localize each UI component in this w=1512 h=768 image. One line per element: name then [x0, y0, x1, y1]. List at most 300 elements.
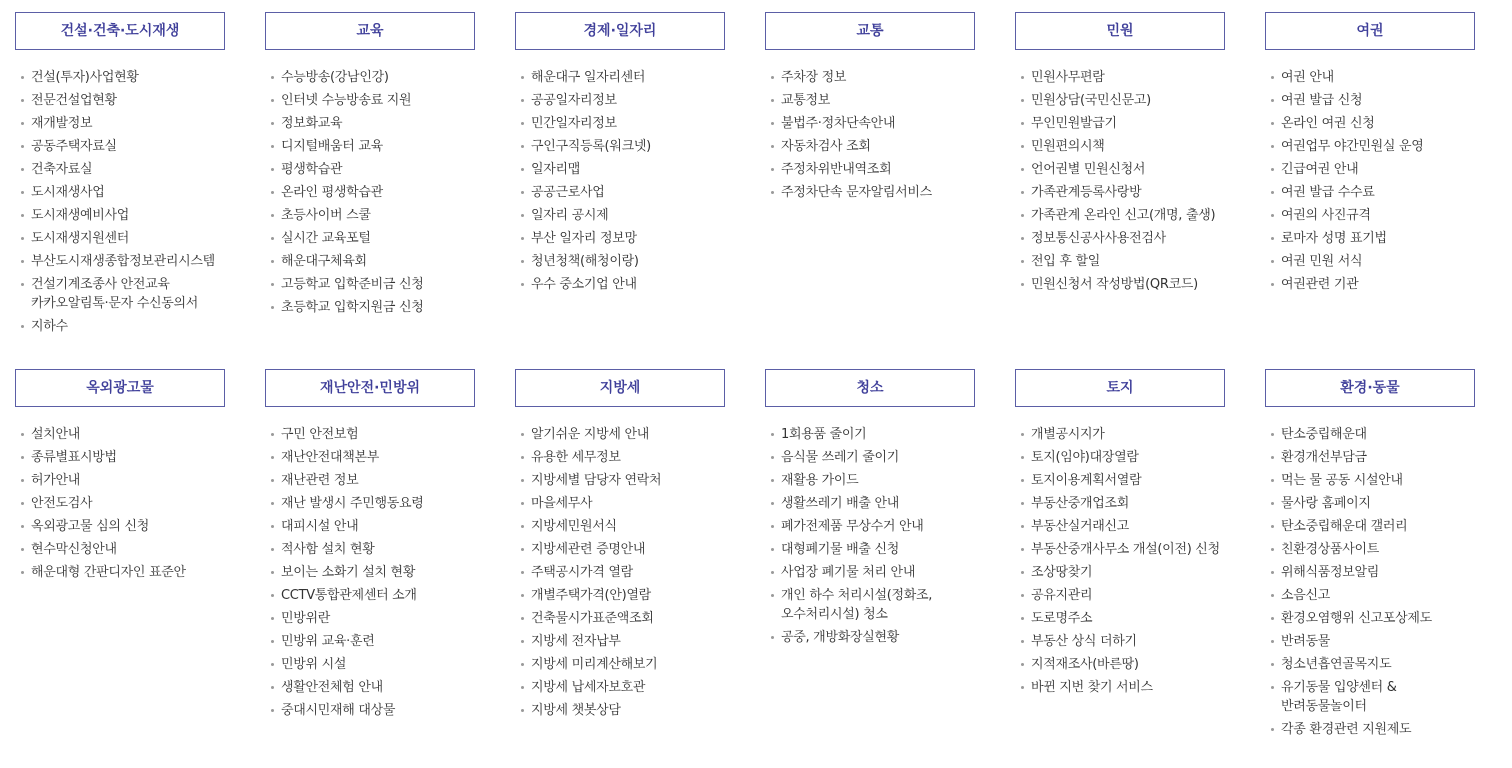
category-link[interactable]: 민원신청서 작성방법(QR코드) — [1031, 277, 1198, 292]
category-link[interactable]: 허가안내 — [31, 473, 81, 488]
bullet-dot-icon — [521, 76, 524, 79]
category-link[interactable]: 일자리 공시제 — [531, 208, 609, 223]
category-link[interactable]: 지방세 납세자보호관 — [531, 680, 646, 695]
bullet-dot-icon — [1021, 663, 1024, 666]
category-construction — [15, 12, 225, 340]
bullet-dot-icon — [521, 122, 524, 125]
category-link[interactable]: 소음신고 — [1281, 588, 1331, 603]
category-link[interactable]: 여권 발급 수수료 — [1281, 185, 1375, 200]
category-link[interactable]: 공동주택자료실 — [31, 139, 117, 154]
bullet-dot-icon — [771, 99, 774, 102]
list-item — [265, 275, 475, 294]
list-item — [515, 678, 725, 697]
list-item — [265, 517, 475, 536]
category-link[interactable]: 음식물 쓰레기 줄이기 — [781, 450, 899, 465]
category-link[interactable]: 지방세 전자납부 — [531, 634, 621, 649]
category-link[interactable]: 수능방송(강남인강) — [281, 70, 389, 85]
bullet-dot-icon — [271, 433, 274, 436]
category-link[interactable]: 로마자 성명 표기법 — [1281, 231, 1387, 246]
category-title-button[interactable]: 교육 — [265, 12, 475, 50]
category-link[interactable]: 종류별표시방법 — [31, 450, 117, 465]
list-item — [15, 229, 225, 248]
bullet-dot-icon — [521, 433, 524, 436]
bullet-dot-icon — [1021, 640, 1024, 643]
category-link[interactable]: 부동산 상식 더하기 — [1031, 634, 1137, 649]
list-item — [515, 586, 725, 605]
list-item — [15, 563, 225, 582]
category-link[interactable]: 재난관련 정보 — [281, 473, 359, 488]
category-link[interactable]: 민원편의시책 — [1031, 139, 1105, 154]
category-link[interactable]: 사업장 폐기물 처리 안내 — [781, 565, 916, 580]
bullet-dot-icon — [521, 168, 524, 171]
category-link[interactable]: 지적재조사(바른땅) — [1031, 657, 1139, 672]
category-link[interactable]: 민방위 교육·훈련 — [281, 634, 375, 649]
list-item — [1265, 229, 1475, 248]
list-item — [515, 471, 725, 490]
category-title-button[interactable]: 교통 — [765, 12, 975, 50]
bullet-dot-icon — [1021, 260, 1024, 263]
bullet-dot-icon — [771, 525, 774, 528]
list-item — [1265, 160, 1475, 179]
category-link[interactable]: 토지(임야)대장열람 — [1031, 450, 1139, 465]
category-link[interactable]: 여권 발급 신청 — [1281, 93, 1363, 108]
bullet-dot-icon — [1271, 145, 1274, 148]
bullet-dot-icon — [1021, 145, 1024, 148]
bullet-dot-icon — [771, 433, 774, 436]
list-item — [765, 91, 975, 110]
category-link[interactable]: 부산도시재생종합정보관리시스템 — [31, 254, 215, 269]
list-item — [515, 91, 725, 110]
bullet-dot-icon — [271, 168, 274, 171]
bullet-dot-icon — [521, 237, 524, 240]
category-link[interactable]: 친환경상품사이트 — [1281, 542, 1380, 557]
bullet-dot-icon — [271, 640, 274, 643]
bullet-dot-icon — [771, 145, 774, 148]
category-link[interactable]: 주차장 정보 — [781, 70, 847, 85]
category-link[interactable]: 전입 후 할일 — [1031, 254, 1100, 269]
list-item — [765, 137, 975, 156]
list-item — [1015, 114, 1225, 133]
category-title-button[interactable]: 청소 — [765, 369, 975, 407]
bullet-dot-icon — [771, 76, 774, 79]
list-item — [1015, 137, 1225, 156]
bullet-dot-icon — [1021, 214, 1024, 217]
list-item — [515, 137, 725, 156]
category-link[interactable]: 여권 안내 — [1281, 70, 1334, 85]
bullet-dot-icon — [521, 571, 524, 574]
list-item — [265, 471, 475, 490]
list-item — [515, 448, 725, 467]
category-link[interactable]: 폐가전제품 무상수거 안내 — [781, 519, 924, 534]
category-link[interactable]: 건축자료실 — [31, 162, 93, 177]
category-link[interactable]: 부동산중개업조회 — [1031, 496, 1130, 511]
bullet-dot-icon — [1271, 571, 1274, 574]
category-link[interactable]: 고등학교 입학준비금 신청 — [281, 277, 424, 292]
category-link[interactable]: 자동차검사 조회 — [781, 139, 871, 154]
category-link[interactable]: 초등학교 입학지원금 신청 — [281, 300, 424, 315]
category-link[interactable]: 재난안전대책본부 — [281, 450, 380, 465]
bullet-dot-icon — [21, 571, 24, 574]
bullet-dot-icon — [21, 283, 24, 286]
category-link[interactable]: 공중, 개방화장실현황 — [781, 630, 899, 645]
list-item — [1015, 494, 1225, 513]
bullet-dot-icon — [1271, 122, 1274, 125]
category-link[interactable]: 지방세민원서식 — [531, 519, 617, 534]
category-link[interactable]: 민방위란 — [281, 611, 331, 626]
category-link[interactable]: 건설기계조종사 안전교육 카카오알림톡·문자 수신동의서 — [31, 277, 199, 311]
bullet-dot-icon — [1021, 502, 1024, 505]
list-item — [15, 160, 225, 179]
bullet-dot-icon — [271, 479, 274, 482]
bullet-dot-icon — [521, 283, 524, 286]
bullet-dot-icon — [521, 99, 524, 102]
bullet-dot-icon — [1271, 525, 1274, 528]
list-item — [1265, 137, 1475, 156]
list-item — [1265, 91, 1475, 110]
list-item — [15, 275, 225, 313]
bullet-dot-icon — [771, 122, 774, 125]
category-link[interactable]: 반려동물 — [1281, 634, 1331, 649]
bullet-dot-icon — [771, 548, 774, 551]
bullet-dot-icon — [21, 237, 24, 240]
category-link[interactable]: 해운대형 간판디자인 표준안 — [31, 565, 186, 580]
list-item — [1265, 183, 1475, 202]
list-item — [515, 114, 725, 133]
bullet-dot-icon — [271, 283, 274, 286]
list-item — [1015, 655, 1225, 674]
bullet-dot-icon — [521, 502, 524, 505]
category-link[interactable]: 개별공시지가 — [1031, 427, 1105, 442]
category-link[interactable]: 해운대구 일자리센터 — [531, 70, 646, 85]
category-link[interactable]: 구인구직등록(워크넷) — [531, 139, 651, 154]
category-link[interactable]: 지방세별 담당자 연락처 — [531, 473, 662, 488]
list-item — [265, 68, 475, 87]
category-link[interactable]: 부동산중개사무소 개설(이전) 신청 — [1031, 542, 1220, 557]
category-link[interactable]: 개인 하수 처리시설(정화조, 오수처리시설) 청소 — [781, 588, 933, 622]
category-link[interactable]: 위해식품정보알림 — [1281, 565, 1380, 580]
category-link[interactable]: 언어권별 민원신청서 — [1031, 162, 1146, 177]
category-link[interactable]: 각종 환경관련 지원제도 — [1281, 722, 1412, 737]
list-item — [515, 563, 725, 582]
category-link[interactable]: 긴급여권 안내 — [1281, 162, 1359, 177]
category-link[interactable]: 재활용 가이드 — [781, 473, 859, 488]
category-link[interactable]: 대피시설 안내 — [281, 519, 359, 534]
category-link[interactable]: 부동산실거래신고 — [1031, 519, 1130, 534]
bullet-dot-icon — [521, 640, 524, 643]
bullet-dot-icon — [1271, 433, 1274, 436]
bullet-dot-icon — [771, 191, 774, 194]
list-item — [1265, 494, 1475, 513]
category-link[interactable]: 여권업무 야간민원실 운영 — [1281, 139, 1424, 154]
category-environment-animals — [1265, 369, 1475, 743]
category-link[interactable]: 먹는 물 공동 시설안내 — [1281, 473, 1403, 488]
bullet-dot-icon — [521, 709, 524, 712]
list-item — [765, 68, 975, 87]
category-link[interactable]: CCTV통합관제센터 소개 — [281, 588, 417, 603]
category-link[interactable]: 탄소중립해운대 갤러리 — [1281, 519, 1408, 534]
category-link[interactable]: 평생학습관 — [281, 162, 343, 177]
bullet-dot-icon — [21, 214, 24, 217]
category-link[interactable]: 여권관련 기관 — [1281, 277, 1359, 292]
list-item — [765, 114, 975, 133]
bullet-dot-icon — [21, 145, 24, 148]
bullet-dot-icon — [1271, 640, 1274, 643]
category-title-button[interactable]: 토지 — [1015, 369, 1225, 407]
bullet-dot-icon — [771, 168, 774, 171]
category-link-list — [515, 425, 725, 720]
category-link[interactable]: 지방세 미리계산해보기 — [531, 657, 658, 672]
list-item — [1015, 425, 1225, 444]
category-link[interactable]: 지방세관련 증명안내 — [531, 542, 646, 557]
list-item — [1015, 206, 1225, 225]
category-title-button[interactable]: 민원 — [1015, 12, 1225, 50]
bullet-dot-icon — [771, 636, 774, 639]
category-link[interactable]: 1회용품 줄이기 — [781, 427, 867, 442]
list-item — [1265, 114, 1475, 133]
category-link-list — [1015, 68, 1225, 294]
list-item — [1265, 517, 1475, 536]
category-link[interactable]: 해운대구체육회 — [281, 254, 367, 269]
category-link[interactable]: 교통정보 — [781, 93, 831, 108]
category-economy-jobs — [515, 12, 725, 298]
category-title-button[interactable]: 지방세 — [515, 369, 725, 407]
list-item — [265, 298, 475, 317]
category-link[interactable]: 보이는 소화기 설치 현황 — [281, 565, 416, 580]
category-link[interactable]: 도로명주소 — [1031, 611, 1093, 626]
category-title-button[interactable]: 환경·동물 — [1265, 369, 1475, 407]
category-transport — [765, 12, 975, 206]
category-link-list — [265, 425, 475, 720]
bullet-dot-icon — [1271, 594, 1274, 597]
category-link[interactable]: 공공근로사업 — [531, 185, 605, 200]
category-link[interactable]: 주택공시가격 열람 — [531, 565, 633, 580]
list-item — [15, 114, 225, 133]
bullet-dot-icon — [1271, 99, 1274, 102]
list-item — [15, 68, 225, 87]
list-item — [515, 609, 725, 628]
category-link[interactable]: 전문건설업현황 — [31, 93, 117, 108]
list-item — [265, 540, 475, 559]
category-cleaning — [765, 369, 975, 651]
bullet-dot-icon — [271, 663, 274, 666]
category-link[interactable]: 민방위 시설 — [281, 657, 347, 672]
category-link[interactable]: 지방세 챗봇상담 — [531, 703, 621, 718]
category-link-list — [15, 68, 225, 336]
category-link-list — [1265, 425, 1475, 739]
category-link[interactable]: 청년청책(해청이랑) — [531, 254, 639, 269]
category-link[interactable]: 부산 일자리 정보망 — [531, 231, 637, 246]
list-item — [1015, 275, 1225, 294]
category-link[interactable]: 도시재생예비사업 — [31, 208, 130, 223]
category-link[interactable]: 정보통신공사사용전검사 — [1031, 231, 1166, 246]
bullet-dot-icon — [521, 686, 524, 689]
category-link[interactable]: 재개발정보 — [31, 116, 93, 131]
category-link[interactable]: 유기동물 입양센터 & 반려동물놀이터 — [1281, 680, 1397, 714]
category-link[interactable]: 초등사이버 스쿨 — [281, 208, 371, 223]
category-link[interactable]: 여권의 사진규격 — [1281, 208, 1371, 223]
category-link[interactable]: 주정차위반내역조회 — [781, 162, 892, 177]
category-link[interactable]: 현수막신청안내 — [31, 542, 117, 557]
bullet-dot-icon — [1021, 99, 1024, 102]
list-item — [515, 517, 725, 536]
list-item — [1015, 678, 1225, 697]
category-link[interactable]: 재난 발생시 주민행동요령 — [281, 496, 424, 511]
category-link[interactable]: 공공일자리정보 — [531, 93, 617, 108]
bullet-dot-icon — [1021, 571, 1024, 574]
category-link[interactable]: 여권 민원 서식 — [1281, 254, 1363, 269]
list-item — [765, 628, 975, 647]
list-item — [15, 494, 225, 513]
list-item — [515, 655, 725, 674]
category-link[interactable]: 환경개선부담금 — [1281, 450, 1367, 465]
category-title-button[interactable]: 옥외광고물 — [15, 369, 225, 407]
category-link[interactable]: 알기쉬운 지방세 안내 — [531, 427, 649, 442]
list-item — [1265, 540, 1475, 559]
category-link[interactable]: 민원상담(국민신문고) — [1031, 93, 1151, 108]
category-link[interactable]: 대형폐기물 배출 신청 — [781, 542, 899, 557]
list-item — [1015, 229, 1225, 248]
list-item — [1265, 720, 1475, 739]
category-link[interactable]: 생활쓰레기 배출 안내 — [781, 496, 899, 511]
category-link[interactable]: 마을세무사 — [531, 496, 593, 511]
category-link[interactable]: 무인민원발급기 — [1031, 116, 1117, 131]
category-title-button[interactable]: 재난안전·민방위 — [265, 369, 475, 407]
bullet-dot-icon — [1021, 525, 1024, 528]
list-item — [1265, 563, 1475, 582]
bullet-dot-icon — [1021, 122, 1024, 125]
category-link[interactable]: 옥외광고물 심의 신청 — [31, 519, 149, 534]
list-item — [515, 68, 725, 87]
category-link[interactable]: 건축물시가표준액조회 — [531, 611, 654, 626]
list-item — [265, 137, 475, 156]
list-item — [265, 183, 475, 202]
bullet-dot-icon — [1021, 168, 1024, 171]
category-link[interactable]: 생활안전체험 안내 — [281, 680, 383, 695]
category-disaster-safety — [265, 369, 475, 724]
bullet-dot-icon — [21, 168, 24, 171]
bullet-dot-icon — [21, 548, 24, 551]
bullet-dot-icon — [771, 571, 774, 574]
bullet-dot-icon — [271, 617, 274, 620]
bullet-dot-icon — [521, 594, 524, 597]
list-item — [515, 183, 725, 202]
category-link[interactable]: 인터넷 수능방송료 지원 — [281, 93, 412, 108]
list-item — [1015, 448, 1225, 467]
bullet-dot-icon — [1271, 214, 1274, 217]
category-link[interactable]: 공유지관리 — [1031, 588, 1093, 603]
bullet-dot-icon — [1021, 479, 1024, 482]
bullet-dot-icon — [1271, 617, 1274, 620]
list-item — [1265, 632, 1475, 651]
list-item — [1015, 563, 1225, 582]
category-link-list — [15, 425, 225, 582]
category-link[interactable]: 설치안내 — [31, 427, 81, 442]
bullet-dot-icon — [521, 663, 524, 666]
list-item — [1265, 471, 1475, 490]
list-item — [15, 317, 225, 336]
category-link[interactable]: 우수 중소기업 안내 — [531, 277, 637, 292]
category-link[interactable]: 개별주택가격(안)열람 — [531, 588, 651, 603]
category-link[interactable]: 도시재생사업 — [31, 185, 105, 200]
category-link[interactable]: 정보화교육 — [281, 116, 343, 131]
list-item — [1015, 471, 1225, 490]
category-link[interactable]: 건설(투자)사업현황 — [31, 70, 139, 85]
bullet-dot-icon — [271, 525, 274, 528]
bullet-dot-icon — [771, 456, 774, 459]
list-item — [15, 540, 225, 559]
bullet-dot-icon — [1271, 502, 1274, 505]
category-outdoor-ads — [15, 369, 225, 586]
category-link[interactable]: 환경오염행위 신고포상제도 — [1281, 611, 1432, 626]
category-link[interactable]: 도시재생지원센터 — [31, 231, 130, 246]
category-link[interactable]: 물사랑 홈페이지 — [1281, 496, 1371, 511]
list-item — [265, 114, 475, 133]
category-link[interactable]: 주정차단속 문자알림서비스 — [781, 185, 932, 200]
list-item — [515, 252, 725, 271]
list-item — [1015, 517, 1225, 536]
category-link[interactable]: 지하수 — [31, 319, 68, 334]
bullet-dot-icon — [1271, 260, 1274, 263]
category-link[interactable]: 디지털배움터 교육 — [281, 139, 383, 154]
bullet-dot-icon — [271, 214, 274, 217]
category-title-button[interactable]: 경제·일자리 — [515, 12, 725, 50]
list-item — [1015, 91, 1225, 110]
list-item — [1015, 632, 1225, 651]
list-item — [1265, 586, 1475, 605]
bullet-dot-icon — [521, 260, 524, 263]
category-link[interactable]: 토지이용계획서열람 — [1031, 473, 1142, 488]
category-link[interactable]: 민간일자리정보 — [531, 116, 617, 131]
category-title-button[interactable]: 건설·건축·도시재생 — [15, 12, 225, 50]
category-link[interactable]: 가족관계 온라인 신고(개명, 출생) — [1031, 208, 1216, 223]
category-link[interactable]: 일자리맵 — [531, 162, 581, 177]
bullet-dot-icon — [1271, 548, 1274, 551]
category-link[interactable]: 온라인 평생학습관 — [281, 185, 383, 200]
bullet-dot-icon — [271, 76, 274, 79]
category-link[interactable]: 민원사무편람 — [1031, 70, 1105, 85]
bullet-dot-icon — [271, 260, 274, 263]
bullet-dot-icon — [271, 502, 274, 505]
category-link[interactable]: 유용한 세무정보 — [531, 450, 621, 465]
list-item — [1265, 275, 1475, 294]
bullet-dot-icon — [1271, 728, 1274, 731]
category-link[interactable]: 실시간 교육포털 — [281, 231, 371, 246]
category-link[interactable]: 불법주·정차단속안내 — [781, 116, 896, 131]
category-link[interactable]: 구민 안전보험 — [281, 427, 359, 442]
bullet-dot-icon — [521, 191, 524, 194]
bullet-dot-icon — [271, 548, 274, 551]
category-link[interactable]: 탄소중립해운대 — [1281, 427, 1367, 442]
list-item — [765, 425, 975, 444]
list-item — [265, 655, 475, 674]
category-link[interactable]: 적사함 설치 현황 — [281, 542, 375, 557]
category-link[interactable]: 온라인 여권 신청 — [1281, 116, 1375, 131]
list-item — [765, 563, 975, 582]
category-title-button[interactable]: 여권 — [1265, 12, 1475, 50]
category-link[interactable]: 청소년흡연골목지도 — [1281, 657, 1392, 672]
bullet-dot-icon — [1271, 168, 1274, 171]
bullet-dot-icon — [21, 433, 24, 436]
category-link[interactable]: 안전도검사 — [31, 496, 93, 511]
list-item — [515, 425, 725, 444]
category-link[interactable]: 가족관계등록사랑방 — [1031, 185, 1142, 200]
list-item — [515, 701, 725, 720]
bullet-dot-icon — [21, 122, 24, 125]
category-link[interactable]: 중대시민재해 대상물 — [281, 703, 396, 718]
category-link[interactable]: 바뀐 지번 찾기 서비스 — [1031, 680, 1153, 695]
category-link[interactable]: 조상땅찾기 — [1031, 565, 1093, 580]
category-civil-affairs — [1015, 12, 1225, 298]
